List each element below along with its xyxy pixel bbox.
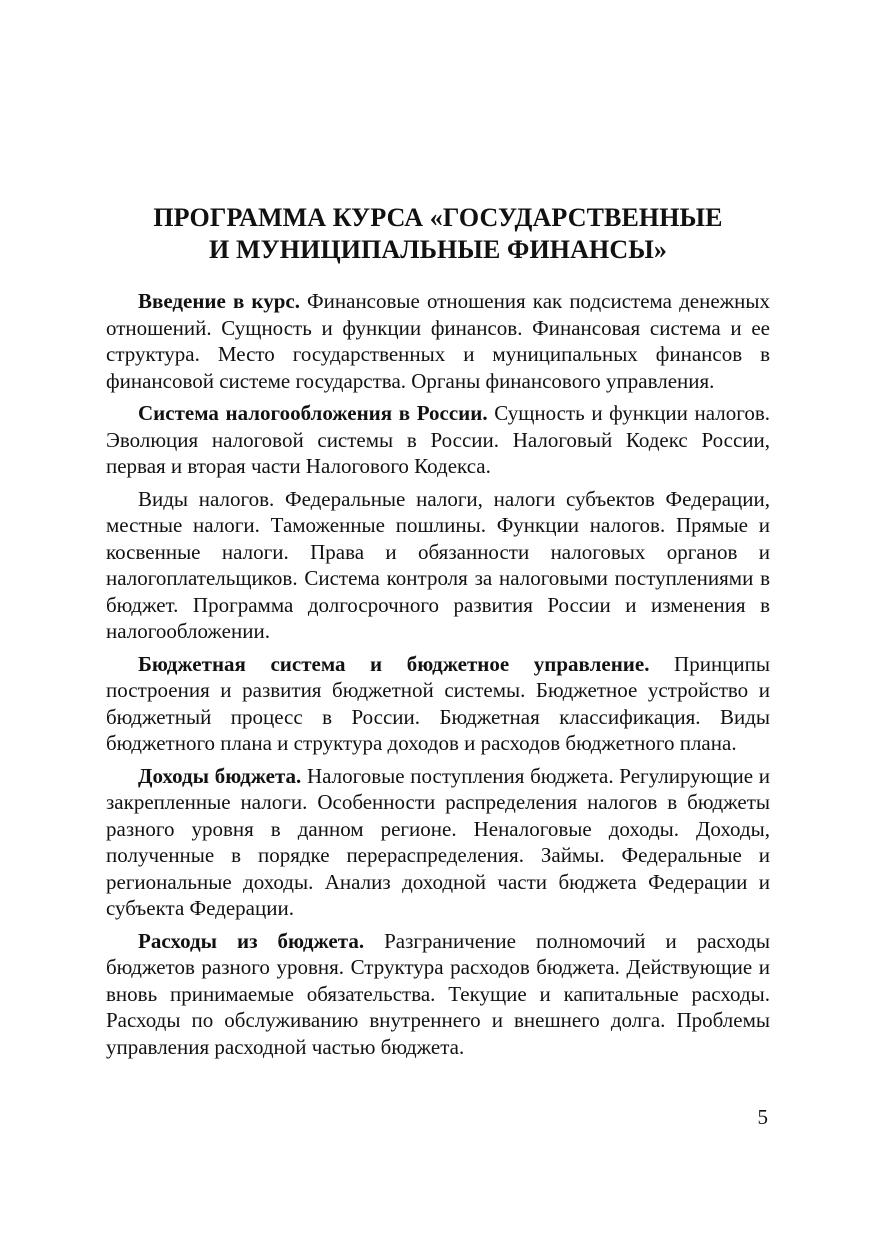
paragraph-text: Финансовые отношения как подсистема денежных отношений. Сущность и функции финансов. Финансовая система и ее структура. Место государственных и муниципальных финансов в финансовой системе государства. Органы финансового управления. [106, 289, 770, 393]
title-line-2: И МУНИЦИПАЛЬНЫЕ ФИНАНСЫ» [209, 235, 667, 264]
paragraph-introduction [106, 288, 770, 394]
paragraph-text: Виды налогов. Федеральные налоги, налоги субъектов Федерации, местные налоги. Таможенные пошлины. Функции налогов. Прямые и косвенные налоги. Права и обязанности налоговых органов и налогоплательщиков. Система контроля за налоговыми поступлениями в бюджет. Программа долгосрочного развития России и изменения в налогообложении. [106, 486, 770, 643]
paragraph-tax-system [106, 400, 770, 480]
paragraph-text: Принципы построения и развития бюджетной системы. Бюджетное устройство и бюджетный процесс в России. Бюджетная классификация. Виды бюджетного плана и структура доходов и расходов бюджетного плана. [106, 651, 771, 755]
paragraph-lead: Расходы из бюджета. [138, 928, 365, 953]
paragraph-text: Налоговые поступления бюджета. Регулирующие и закрепленные налоги. Особенности распределения налогов в бюджеты разного уровня в данном регионе. Неналоговые доходы. Доходы, полученные в порядке перераспределения. Займы. Федеральные и региональные доходы. Анализ доходной части бюджета Федерации и субъекта Федерации. [106, 763, 770, 920]
paragraph-lead: Доходы бюджета. [138, 763, 302, 788]
paragraph-lead: Система налогообложения в России. [138, 401, 488, 425]
body-text [106, 288, 770, 1066]
paragraph-text: Сущность и функции налогов. Эволюция налоговой системы в России. Налоговый Кодекс России, первая и вторая части Налогового Кодекса. [106, 401, 771, 478]
paragraph-budget-expenses [106, 928, 770, 1061]
paragraph-text: Разграничение полномочий и расходы бюджетов разного уровня. Структура расходов бюджета. Действующие и вновь принимаемые обязательства. Текущие и капитальные расходы. Расходы по обслуживанию внутреннего и внешнего долга. Проблемы управления расходной частью бюджета. [106, 928, 770, 1059]
paragraph-lead: Введение в курс. [138, 289, 300, 313]
paragraph-lead: Бюджетная система и бюджетное управление. [138, 651, 650, 676]
paragraph-budget-revenue [106, 763, 770, 922]
page-title [106, 202, 770, 266]
title-line-1: ПРОГРАММА КУРСА «ГОСУДАРСТВЕННЫЕ [153, 203, 723, 232]
page-number: 5 [757, 1105, 768, 1129]
paragraph-budget-system [106, 651, 770, 757]
paragraph-tax-types [106, 486, 770, 645]
